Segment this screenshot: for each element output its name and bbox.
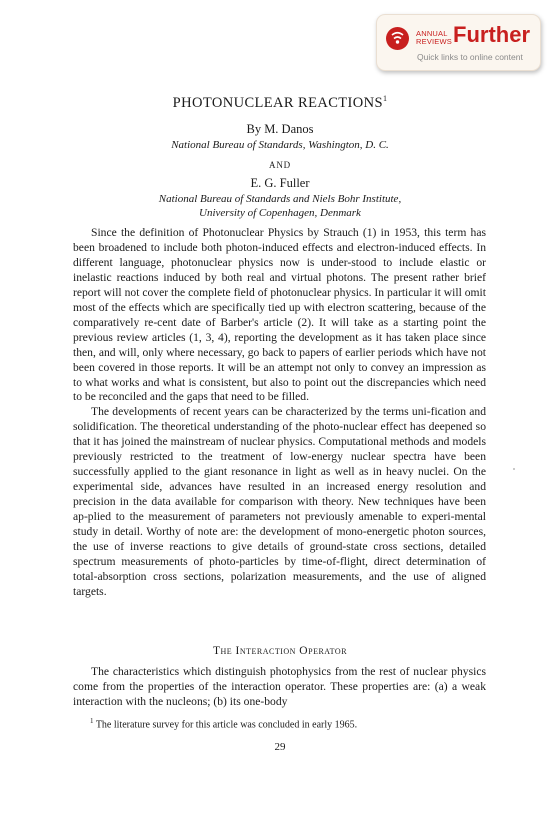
section-heading: The Interaction Operator <box>212 645 348 657</box>
body-text <box>73 226 486 600</box>
footnote-text: The literature survey for this article was concluded in early 1965. <box>95 719 358 731</box>
scan-speck <box>513 468 515 470</box>
further-badge[interactable] <box>376 14 541 71</box>
footnote-mark: 1 <box>90 717 94 725</box>
article-title <box>0 94 560 112</box>
author-affiliation-2-line-2: University of Copenhagen, Denmark <box>199 207 361 219</box>
article-title-text: PHOTONUCLEAR REACTIONS <box>172 94 383 111</box>
badge-subtitle: Quick links to online content <box>417 52 523 62</box>
annual-reviews-logo-icon <box>386 27 409 50</box>
author-affiliation-1: National Bureau of Standards, Washington, D. C. <box>171 139 389 151</box>
author-affiliation-2-line-1: National Bureau of Standards and Niels Bohr Institute, <box>158 193 402 205</box>
paragraph-1: Since the definition of Photonuclear Physics by Strauch (1) in 1953, this term has been broadened to include both photon-induced effects and electron-induced effects. In different language, photonuclear physics now is under-stood to include elastic or inelastic reactions induced by both real and virtual photons. The present rather brief report will not cover the complete field of photonuclear physics. In particular it will omit most of the effects which are specifically tied up with electron scattering, because of the comparatively re-cent date of Barber's article (2). It will take as a starting point the previous review articles (1, 3, 4), reporting the development as it has taken place since then, and will, only where necessary, go back to papers of earlier periods which have not been covered in those reports. It will be an attempt not only to convey an impression as to what works and what is consistent, but also to point out the discrepancies which need to be reconciled and the gaps that need to be filled. <box>73 226 486 404</box>
paragraph-3: The characteristics which distinguish photophysics from the rest of nuclear physics come from the properties of the interaction operator. These properties are: (a) a weak interaction with the nucleons; (b) its one-body <box>73 665 486 708</box>
title-footnote-mark: 1 <box>382 94 388 103</box>
body-text-section <box>73 665 486 710</box>
badge-annual-reviews-text: ANNUAL REVIEWS <box>416 29 452 46</box>
footnote <box>90 717 490 730</box>
author-byline-1: By M. Danos <box>246 122 314 136</box>
author-byline-2: E. G. Fuller <box>250 176 310 190</box>
paragraph-2: The developments of recent years can be characterized by the terms uni-fication and solidification. The theoretical understanding of the photo-nuclear effect has deepened so that it has joined the mainstream of nuclear physics. Computational methods and models previously restricted to the treatment of low-energy nuclear spectra have been successfully applied to the giant resonance in light as well as in heavy nuclei. On the experimental side, advances have resulted in an increased energy resolution and precision in the data available for comparison with theory. New techniques have been ap-plied to the measurement of parameters not previously amenable to experi-mental study in detail. Worthy of note are: the development of mono-energetic photon sources, the use of inverse reactions to give details of ground-state cross sections, detailed spectrum measurements of photo-particles by time-of-flight, direct determination of total-absorption cross sections, polarization measurements, and the use of aligned targets. <box>73 405 486 598</box>
badge-further-text: Further <box>453 22 530 47</box>
and-separator: AND <box>269 160 291 170</box>
page-number: 29 <box>274 741 286 753</box>
